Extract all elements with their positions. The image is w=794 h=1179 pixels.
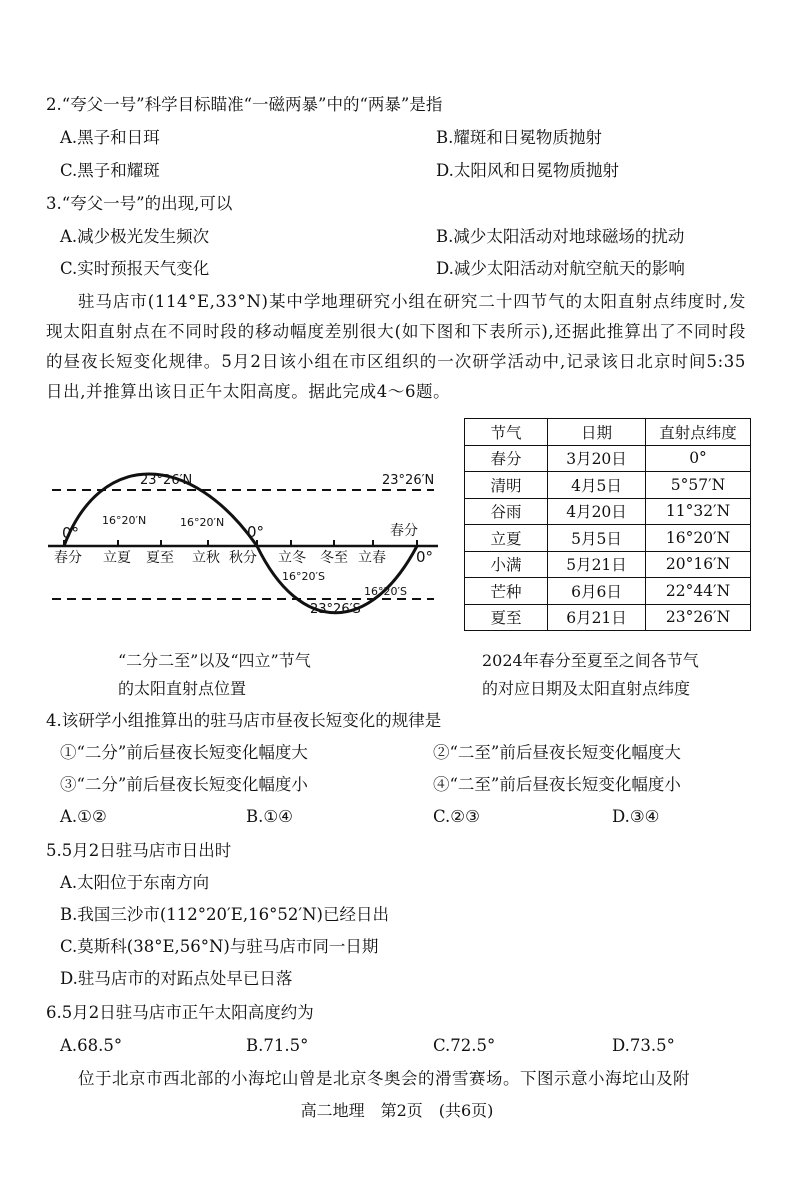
term-qiufen: 秋分	[229, 550, 257, 566]
q2-option-d: D.太阳风和日冕物质抛射	[436, 161, 619, 180]
table-row	[465, 472, 751, 499]
table-cell: 清明	[465, 472, 548, 499]
table-cell: 0°	[646, 445, 751, 472]
q5-stem: 5.5月2日驻马店市日出时	[46, 841, 232, 860]
label-16s-right: 16°20′S	[364, 585, 407, 598]
table-row	[465, 578, 751, 605]
term-chunfen: 春分	[54, 550, 82, 566]
table-row	[465, 525, 751, 552]
q4-statement-3: ③“二分”前后昼夜长短变化幅度小	[60, 775, 308, 794]
table-caption-line2: 的对应日期及太阳直射点纬度	[482, 679, 691, 698]
q4-statement-4: ④“二至”前后昼夜长短变化幅度小	[433, 775, 681, 794]
q3-stem: 3.“夸父一号”的出现,可以	[46, 194, 233, 213]
q4-option-b: B.①④	[246, 807, 293, 826]
q3-option-c: C.实时预报天气变化	[60, 259, 210, 278]
table-header-row	[465, 419, 751, 446]
intro-paragraph: 驻马店市(114°E,33°N)某中学地理研究小组在研究二十四节气的太阳直射点纬度时,发现太阳直射点在不同时段的移动幅度差别很大(如下图和下表所示),还据此推算出了不同时段的昼夜长短变化规律。5月2日该小组在市区组织的一次研学活动中,记录该日北京时间5:35日出,并推算出该日正午太阳高度。据此完成4～6题。	[46, 292, 746, 401]
table-caption-line1: 2024年春分至夏至之间各节气	[482, 651, 699, 670]
term-dongzhi: 冬至	[320, 550, 348, 566]
q4-stem: 4.该研学小组推算出的驻马店市昼夜长短变化的规律是	[46, 711, 442, 730]
table-cell: 5°57′N	[646, 472, 751, 499]
table-cell: 5月21日	[548, 551, 646, 578]
table-header-cell: 日期	[548, 419, 646, 446]
q2-option-a: A.黑子和日珥	[60, 128, 160, 147]
table-header-cell: 节气	[465, 419, 548, 446]
q6-option-b: B.71.5°	[246, 1036, 309, 1055]
q6-option-c: C.72.5°	[433, 1036, 496, 1055]
table-header-cell: 直射点纬度	[646, 419, 751, 446]
solar-term-table	[464, 418, 751, 631]
term-xiazhi: 夏至	[146, 550, 174, 566]
table-cell: 小满	[465, 551, 548, 578]
table-cell: 20°16′N	[646, 551, 751, 578]
label-chunfen-top: 春分	[390, 523, 418, 539]
page-footer: 高二地理 第2页 (共6页)	[300, 1101, 494, 1120]
label-23n-right: 23°26′N	[382, 473, 435, 488]
q4-option-d: D.③④	[612, 807, 660, 826]
table-cell: 谷雨	[465, 498, 548, 525]
q2-option-b: B.耀斑和日冕物质抛射	[436, 128, 602, 147]
table-cell: 16°20′N	[646, 525, 751, 552]
q5-option-a: A.太阳位于东南方向	[60, 873, 210, 892]
next-section-intro: 位于北京市西北部的小海坨山曾是北京冬奥会的滑雪赛场。下图示意小海坨山及附	[78, 1069, 690, 1088]
q2-option-c: C.黑子和耀斑	[60, 161, 160, 180]
q5-option-c: C.莫斯科(38°E,56°N)与驻马店市同一日期	[60, 937, 379, 956]
table-cell: 5月5日	[548, 525, 646, 552]
label-zero-left: 0°	[62, 524, 80, 542]
table-cell: 夏至	[465, 604, 548, 631]
table-cell: 6月21日	[548, 604, 646, 631]
q6-option-a: A.68.5°	[60, 1036, 123, 1055]
table-cell: 22°44′N	[646, 578, 751, 605]
label-16n-right: 16°20′N	[180, 516, 225, 529]
table-row	[465, 604, 751, 631]
label-16n-left: 16°20′N	[102, 514, 147, 527]
table-cell: 6月6日	[548, 578, 646, 605]
label-16s-left: 16°20′S	[282, 570, 325, 583]
table-cell: 4月5日	[548, 472, 646, 499]
table-cell: 11°32′N	[646, 498, 751, 525]
q4-statement-2: ②“二至”前后昼夜长短变化幅度大	[433, 743, 681, 762]
q5-option-d: D.驻马店市的对跖点处早已日落	[60, 969, 293, 988]
label-zero-right: 0°	[416, 548, 434, 566]
term-lichun: 立春	[358, 550, 386, 566]
q3-option-a: A.减少极光发生频次	[60, 227, 210, 246]
q6-stem: 6.5月2日驻马店市正午太阳高度约为	[46, 1003, 314, 1022]
table-cell: 3月20日	[548, 445, 646, 472]
solar-point-diagram	[40, 460, 450, 630]
q4-statement-1: ①“二分”前后昼夜长短变化幅度大	[60, 743, 308, 762]
diagram-caption-line2: 的太阳直射点位置	[118, 679, 247, 698]
q3-option-d: D.减少太阳活动对航空航天的影响	[436, 259, 685, 278]
q4-option-a: A.①②	[60, 807, 107, 826]
table-row	[465, 498, 751, 525]
q5-option-b: B.我国三沙市(112°20′E,16°52′N)已经日出	[60, 905, 389, 924]
diagram-caption-line1: “二分二至”以及“四立”节气	[118, 651, 311, 670]
term-liqiu: 立秋	[192, 550, 220, 566]
term-lixia: 立夏	[103, 550, 131, 566]
table-cell: 春分	[465, 445, 548, 472]
q4-option-c: C.②③	[433, 807, 480, 826]
label-23n-peak: 23°26′N	[140, 473, 193, 488]
term-lidong: 立冬	[278, 550, 306, 566]
table-cell: 4月20日	[548, 498, 646, 525]
label-23s: 23°26′S	[310, 602, 361, 617]
label-zero-mid: 0°	[247, 523, 265, 541]
table-cell: 立夏	[465, 525, 548, 552]
table-cell: 芒种	[465, 578, 548, 605]
q2-stem: 2.“夸父一号”科学目标瞄准“一磁两暴”中的“两暴”是指	[46, 95, 443, 114]
q3-option-b: B.减少太阳活动对地球磁场的扰动	[436, 227, 685, 246]
table-row	[465, 551, 751, 578]
table-row	[465, 445, 751, 472]
table-cell: 23°26′N	[646, 604, 751, 631]
q6-option-d: D.73.5°	[612, 1036, 675, 1055]
